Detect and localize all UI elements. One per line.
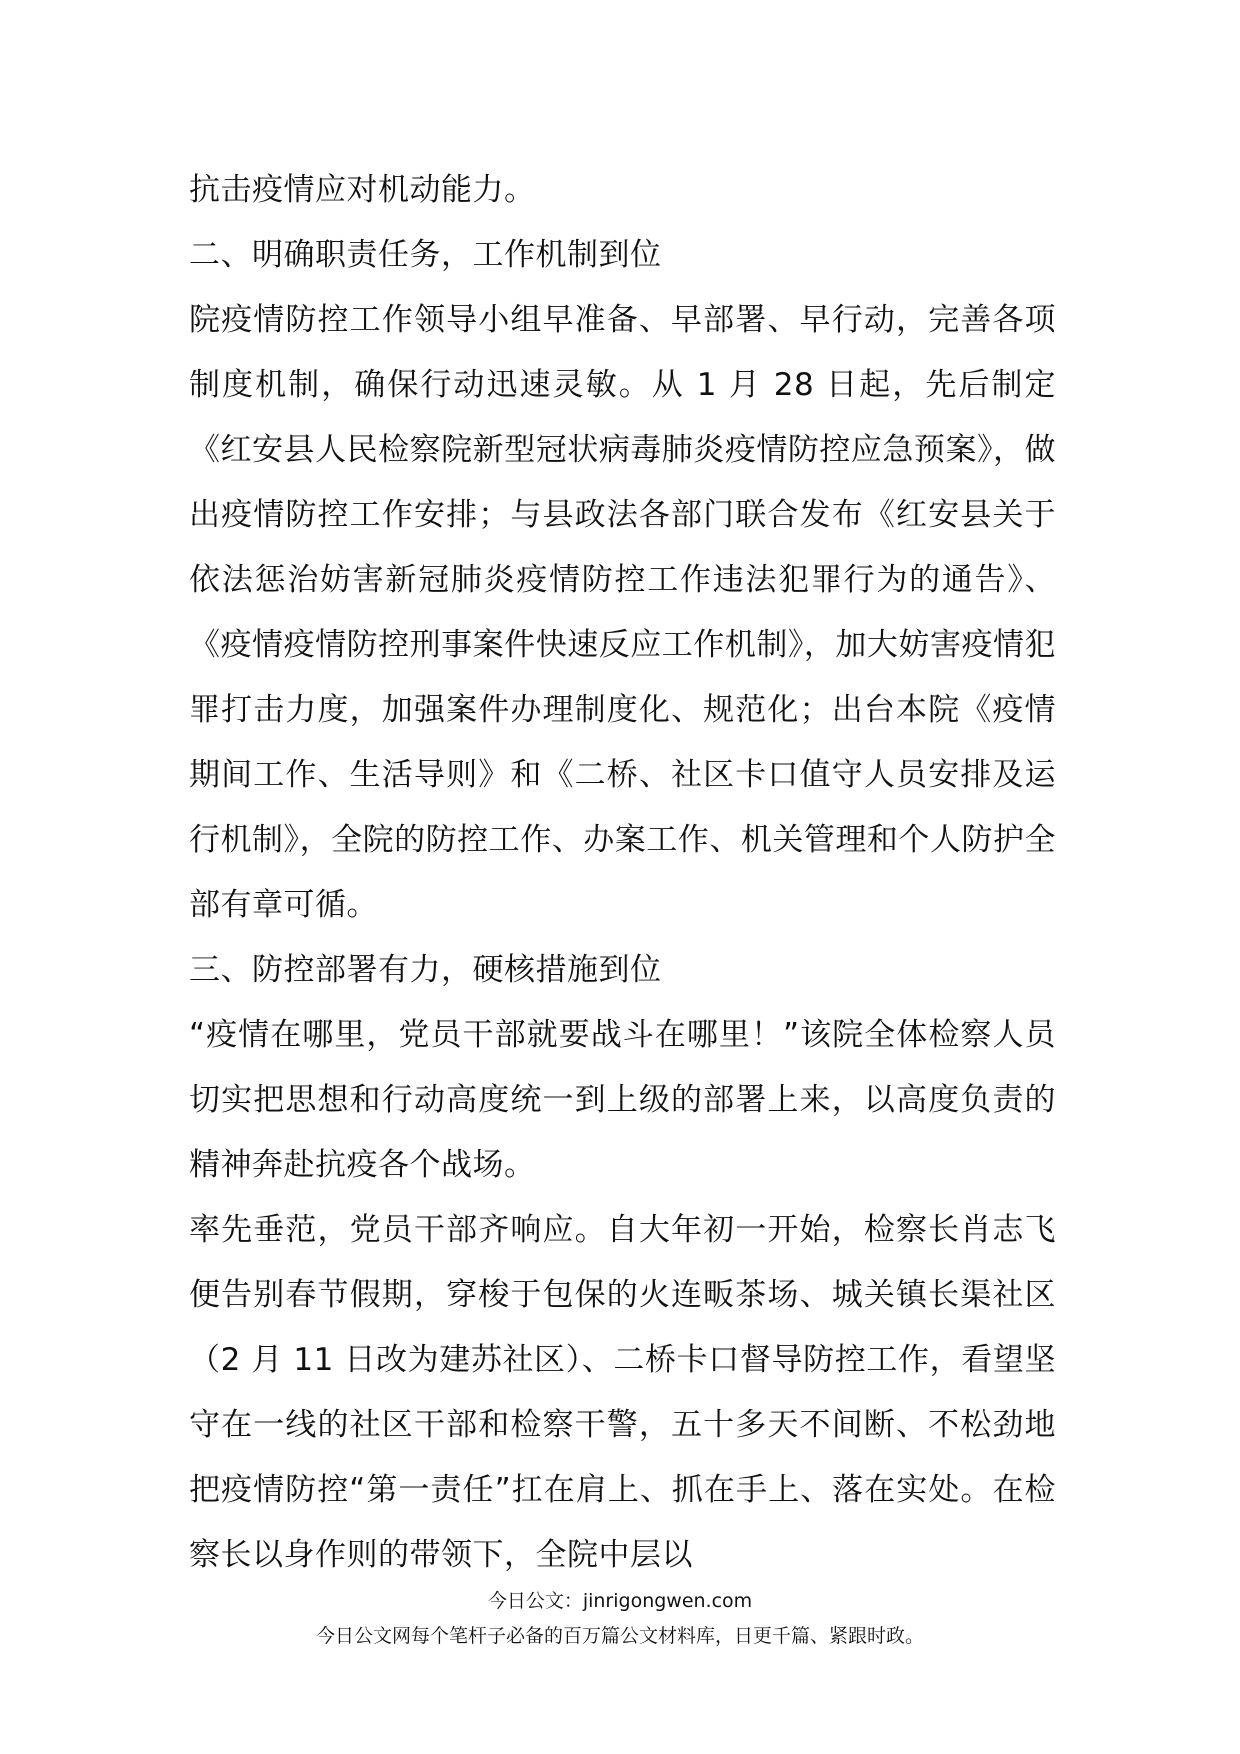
footer-site-label: 今日公文：jinrigongwen.com xyxy=(487,1590,753,1612)
section-heading-3: 三、防控部署有力，硬核措施到位 xyxy=(189,952,662,988)
paragraph-party-members: “疫情在哪里，党员干部就要战斗在哪里！”该院全体检察人员切实把思想和行动高度统一到上级的部署上来，以高度负责的精神奔赴抗疫各个战场。 xyxy=(189,1017,1056,1183)
footer-slogan: 今日公文网每个笔杆子必备的百万篇公文材料库，日更千篇、紧跟时政。 xyxy=(315,1625,924,1647)
paragraph-continuation: 抗击疫情应对机动能力。 xyxy=(189,172,536,208)
paragraph-leadership: 率先垂范，党员干部齐响应。自大年初一开始，检察长肖志飞便告别春节假期，穿梭于包保的火连畈茶场、城关镇长渠社区（2 月 11 日改为建苏社区）、二桥卡口督导防控工作，看望坚守在一线的社区干部和检察干警，五十多天不间断、不松劲地把疫情防控“第一责任”扛在肩上、抓在手上、落在实处。在检察长以身作则的带领下，全院中层以 xyxy=(189,1212,1056,1573)
section-heading-2: 二、明确职责任务，工作机制到位 xyxy=(189,237,662,273)
paragraph-mechanisms: 院疫情防控工作领导小组早准备、早部署、早行动，完善各项制度机制，确保行动迅速灵敏。从 1 月 28 日起，先后制定《红安县人民检察院新型冠状病毒肺炎疫情防控应急预案》，做出疫情防控工作安排；与县政法各部门联合发布《红安县关于依法惩治妨害新冠肺炎疫情防控工作违法犯罪行为的通告》、《疫情疫情防控刑事案件快速反应工作机制》，加大妨害疫情犯罪打击力度，加强案件办理制度化、规范化；出台本院《疫情期间工作、生活导则》和《二桥、社区卡口值守人员安排及运行机制》，全院的防控工作、办案工作、机关管理和个人防护全部有章可循。 xyxy=(189,302,1056,923)
document-body xyxy=(189,158,1056,1588)
